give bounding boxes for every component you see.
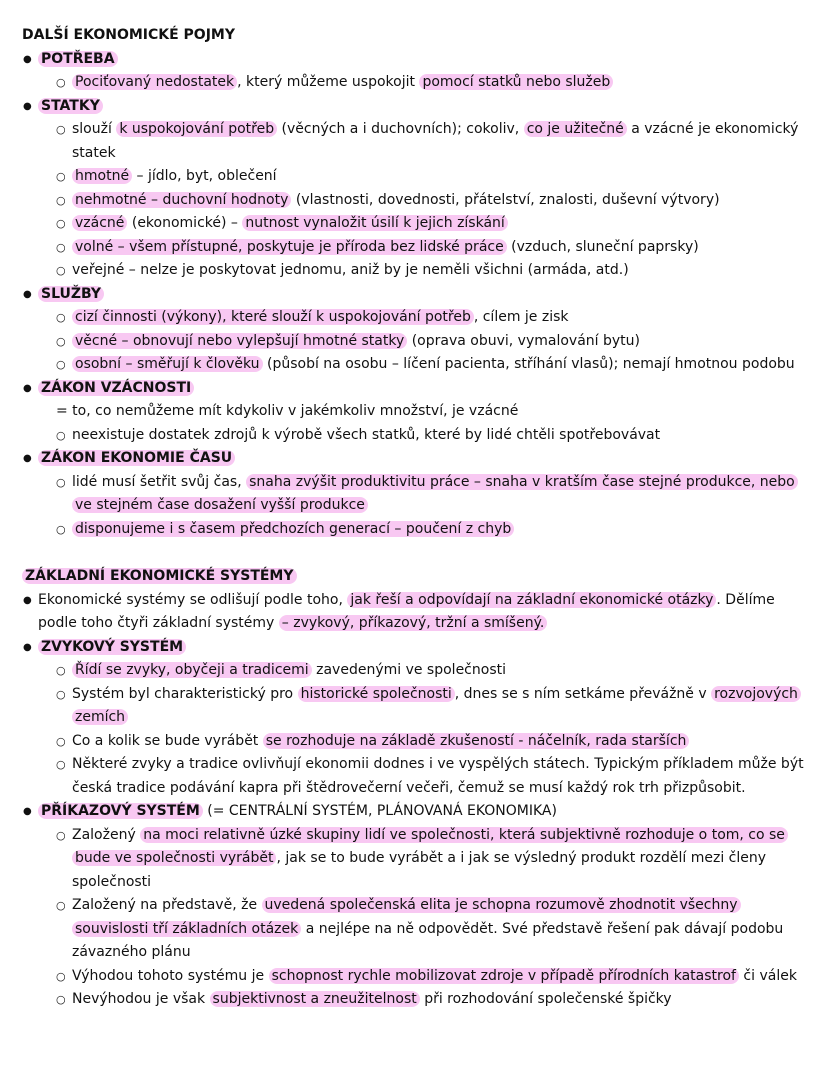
term-sluzby: SLUŽBY [38, 286, 104, 302]
bullet-statky [22, 95, 812, 119]
item-cas-2: ○ disponujeme i s časem předchozích generací – poučení z chyb [22, 518, 812, 542]
term-zvykovy: ZVYKOVÝ SYSTÉM [38, 639, 186, 655]
item-statky-3: ○ nehmotné – duchovní hodnoty (vlastnosti, dovednosti, přátelství, znalosti, duševní výtvory) [22, 189, 812, 213]
item-cas-1: ○ lidé musí šetřit svůj čas, snaha zvýšit produktivitu práce – snaha v kratším čase stejné produkce, nebo ve stejném čase dosažení vyšší produkce [22, 471, 812, 518]
item-vzacnost-1: ○ neexistuje dostatek zdrojů k výrobě všech statků, které by lidé chtěli spotřebovávat [22, 424, 812, 448]
item-potreba-1: ○ Pociťovaný nedostatek , který můžeme uspokojit pomocí statků nebo služeb [22, 71, 812, 95]
term-potreba: POTŘEBA [38, 51, 118, 67]
bullet-zakon-casu [22, 447, 812, 471]
bullet-potreba [22, 48, 812, 72]
item-sluzby-2: ○ věcné – obnovují nebo vylepšují hmotné statky (oprava obuvi, vymalování bytu) [22, 330, 812, 354]
item-statky-2: ○ hmotné – jídlo, byt, oblečení [22, 165, 812, 189]
term-zakon-vzacnosti: ZÁKON VZÁCNOSTI [38, 380, 194, 396]
bullet-zakon-vzacnosti [22, 377, 812, 401]
item-statky-5: ○ volné – všem přístupné, poskytuje je příroda bez lidské práce (vzduch, sluneční paprsky) [22, 236, 812, 260]
item-sluzby-1: ○ cizí činnosti (výkony), které slouží k uspokojování potřeb , cílem je zisk [22, 306, 812, 330]
item-prikazovy-1: ○ Založený na moci relativně úzké skupiny lidí ve společnosti, která subjektivně rozhoduje o tom, co se bude ve společnosti vyrábět , jak se to bude vyrábět a i jak se výsledný produkt rozdělí mezi členy společnosti [22, 824, 812, 895]
bullet-intro: ● Ekonomické systémy se odlišují podle toho, jak řeší a odpovídají na základní ekonomické otázky . Dělíme podle toho čtyři základní systémy – zvykový, příkazový, tržní a smíšený. [22, 589, 812, 636]
bullet-prikazovy: ● PŘÍKAZOVÝ SYSTÉM (= CENTRÁLNÍ SYSTÉM, PLÁNOVANÁ EKONOMIKA) [22, 800, 812, 824]
item-statky-1: ○ slouží k uspokojování potřeb (věcných a i duchovních); cokoliv, co je užitečné a vzácné je ekonomický statek [22, 118, 812, 165]
section-title-other-concepts: DALŠÍ EKONOMICKÉ POJMY [22, 27, 235, 43]
section-title-systems: ZÁKLADNÍ EKONOMICKÉ SYSTÉMY [22, 565, 812, 589]
item-zvykovy-4: ○ Některé zvyky a tradice ovlivňují ekonomii dodnes i ve vyspělých státech. Typickým příkladem může být česká tradice podávání kapra při štědrovečerní večeři, čemuž se musí každý rok trh přizpůsobit. [22, 753, 812, 800]
term-zakon-casu: ZÁKON EKONOMIE ČASU [38, 450, 235, 466]
item-prikazovy-4: ○ Nevýhodou je však subjektivnost a zneužitelnost při rozhodování společenské špičky [22, 988, 812, 1012]
item-zvykovy-1: ○ Řídí se zvyky, obyčeji a tradicemi zavedenými ve společnosti [22, 659, 812, 683]
item-prikazovy-2: ○ Založený na představě, že uvedená společenská elita je schopna rozumově zhodnotit všechny souvislosti tří základních otázek a nejlépe na ně odpovědět. Své představě řešení pak dávají podobu závazného plánu [22, 894, 812, 965]
item-zvykovy-3: ○ Co a kolik se bude vyrábět se rozhoduje na základě zkušeností - náčelník, rada starších [22, 730, 812, 754]
definition-vzacnost: = to, co nemůžeme mít kdykoliv v jakémkoliv množství, je vzácné [56, 403, 519, 419]
section-gap [22, 541, 812, 565]
item-prikazovy-3: ○ Výhodou tohoto systému je schopnost rychle mobilizovat zdroje v případě přírodních katastrof či válek [22, 965, 812, 989]
bullet-sluzby [22, 283, 812, 307]
item-zvykovy-2: ○ Systém byl charakteristický pro historické společnosti , dnes se s ním setkáme převážně v rozvojových zemích [22, 683, 812, 730]
item-statky-6: ○ veřejné – nelze je poskytovat jednomu, aniž by je neměli všichni (armáda, atd.) [22, 259, 812, 283]
item-sluzby-3: ○ osobní – směřují k člověku (působí na osobu – líčení pacienta, stříhání vlasů); nemají hmotnou podobu [22, 353, 812, 377]
term-statky: STATKY [38, 98, 103, 114]
item-statky-4: ○ vzácné (ekonomické) – nutnost vynaložit úsilí k jejich získání [22, 212, 812, 236]
bullet-zvykovy [22, 636, 812, 660]
term-prikazovy: PŘÍKAZOVÝ SYSTÉM [38, 803, 203, 819]
